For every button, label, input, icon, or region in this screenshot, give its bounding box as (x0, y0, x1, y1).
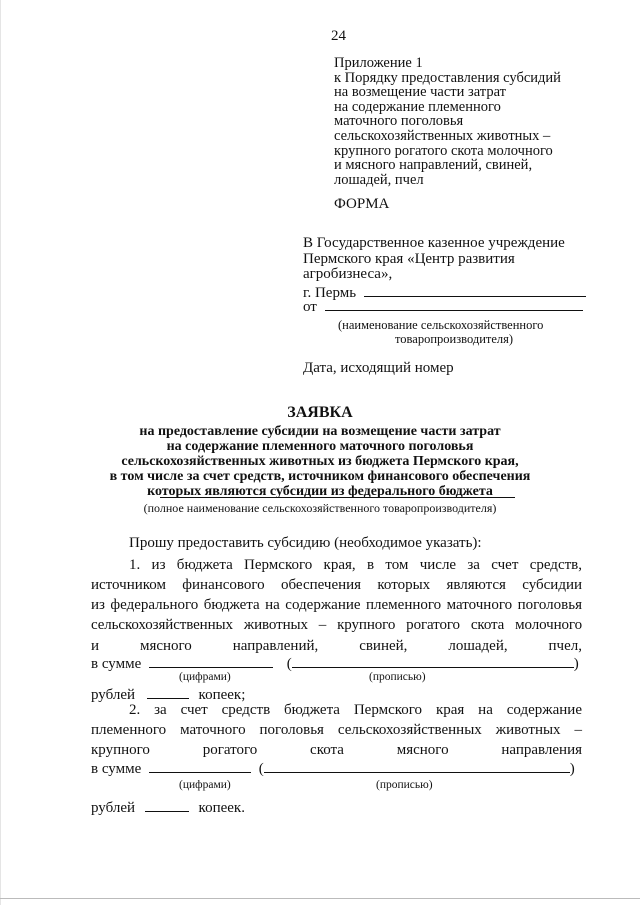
open-paren: ( (286, 656, 292, 672)
sum-label: в сумме (91, 656, 142, 672)
appendix-line: крупного рогатого скота молочного (334, 142, 553, 159)
appendix-line: Приложение 1 (334, 55, 423, 71)
sum-words-field[interactable] (292, 655, 574, 668)
addressee-line: Пермского края «Центр развития (303, 250, 515, 267)
sum-words-field[interactable] (264, 760, 570, 773)
from-row (303, 298, 583, 316)
digits-caption: (цифрами) (179, 671, 231, 683)
application-title: ЗАЯВКА (287, 404, 353, 421)
appendix-line: сельскохозяйственных животных – (334, 127, 551, 144)
page-number: 24 (331, 28, 346, 44)
item2-line: 2. за счет средств бюджета Пермского края на содержание (129, 702, 582, 718)
subtitle-line: на содержание племенного маточного поголовья (166, 439, 474, 454)
subtitle-line: на предоставление субсидии на возмещение части затрат (139, 424, 501, 439)
rubles-field[interactable] (145, 799, 189, 812)
rubles-field[interactable] (147, 686, 189, 699)
item1-line: 1. из бюджета Пермского края, в том числе за счет средств, (129, 557, 582, 573)
appendix-line: к Порядку предоставления субсидий (334, 69, 561, 86)
from-label: от (303, 299, 317, 315)
item2-line: племенного маточного поголовья сельскохозяйственных животных – (91, 722, 582, 738)
date-label: Дата, исходящий номер (303, 360, 454, 376)
words-caption: (прописью) (369, 671, 426, 683)
appendix-line: маточного поголовья (334, 113, 464, 130)
appendix-line: на содержание племенного (334, 98, 501, 115)
subtitle-line: которых являются субсидии из федерального бюджета (147, 484, 493, 499)
form-label: ФОРМА (334, 196, 390, 212)
item1-line: и мясного направлений, свиней, лошадей, пчел, (91, 638, 582, 654)
kopecks-label: копеек; (198, 687, 246, 703)
from-caption-2: товаропроизводителя) (395, 332, 514, 346)
item1-line: источником финансового обеспечения которых являются субсидии (91, 577, 582, 593)
words-caption: (прописью) (376, 779, 433, 791)
item1-line: сельскохозяйственных животных – крупного рогатого скота молочного (91, 617, 582, 633)
addressee-line: В Государственное казенное учреждение (303, 235, 565, 251)
subtitle-line: в том числе за счет средств, источником финансового обеспечения (109, 469, 531, 484)
digits-caption: (цифрами) (179, 779, 231, 791)
rubles-row-2 (91, 799, 245, 817)
city-label: г. Пермь (303, 285, 357, 301)
close-paren: ) (569, 761, 575, 777)
kopecks-label: копеек. (198, 800, 245, 816)
request-text: Прошу предоставить субсидию (необходимое указать): (129, 535, 482, 551)
from-field[interactable] (325, 298, 583, 311)
item1-line: из федерального бюджета на содержание племенного маточного поголовья (91, 597, 582, 613)
subtitle-line: сельскохозяйственных животных из бюджета Пермского края, (121, 454, 519, 469)
item2-line: крупного рогатого скота мясного направления (91, 742, 582, 758)
addressee-block (303, 236, 565, 283)
producer-name-field[interactable] (160, 497, 515, 498)
rubles-label: рублей (91, 800, 136, 816)
bottom-divider (0, 898, 640, 899)
addressee-line: агробизнеса», (303, 266, 393, 282)
appendix-block (334, 56, 561, 187)
producer-name-caption: (полное наименование сельскохозяйственного товаропроизводителя) (143, 501, 497, 515)
sum-label: в сумме (91, 761, 142, 777)
sum-row-1 (91, 655, 579, 673)
open-paren: ( (258, 761, 264, 777)
from-caption-1: (наименование сельскохозяйственного (338, 318, 544, 332)
sum-row-2 (91, 760, 575, 778)
rubles-label: рублей (91, 687, 136, 703)
appendix-line: на возмещение части затрат (334, 84, 506, 101)
application-subtitle (0, 424, 640, 499)
close-paren: ) (573, 656, 579, 672)
sum-digits-field[interactable] (149, 760, 251, 773)
sum-digits-field[interactable] (149, 655, 273, 668)
appendix-line: и мясного направлений, свиней, (334, 157, 533, 174)
appendix-line: лошадей, пчел (334, 171, 424, 188)
city-field[interactable] (364, 284, 586, 297)
